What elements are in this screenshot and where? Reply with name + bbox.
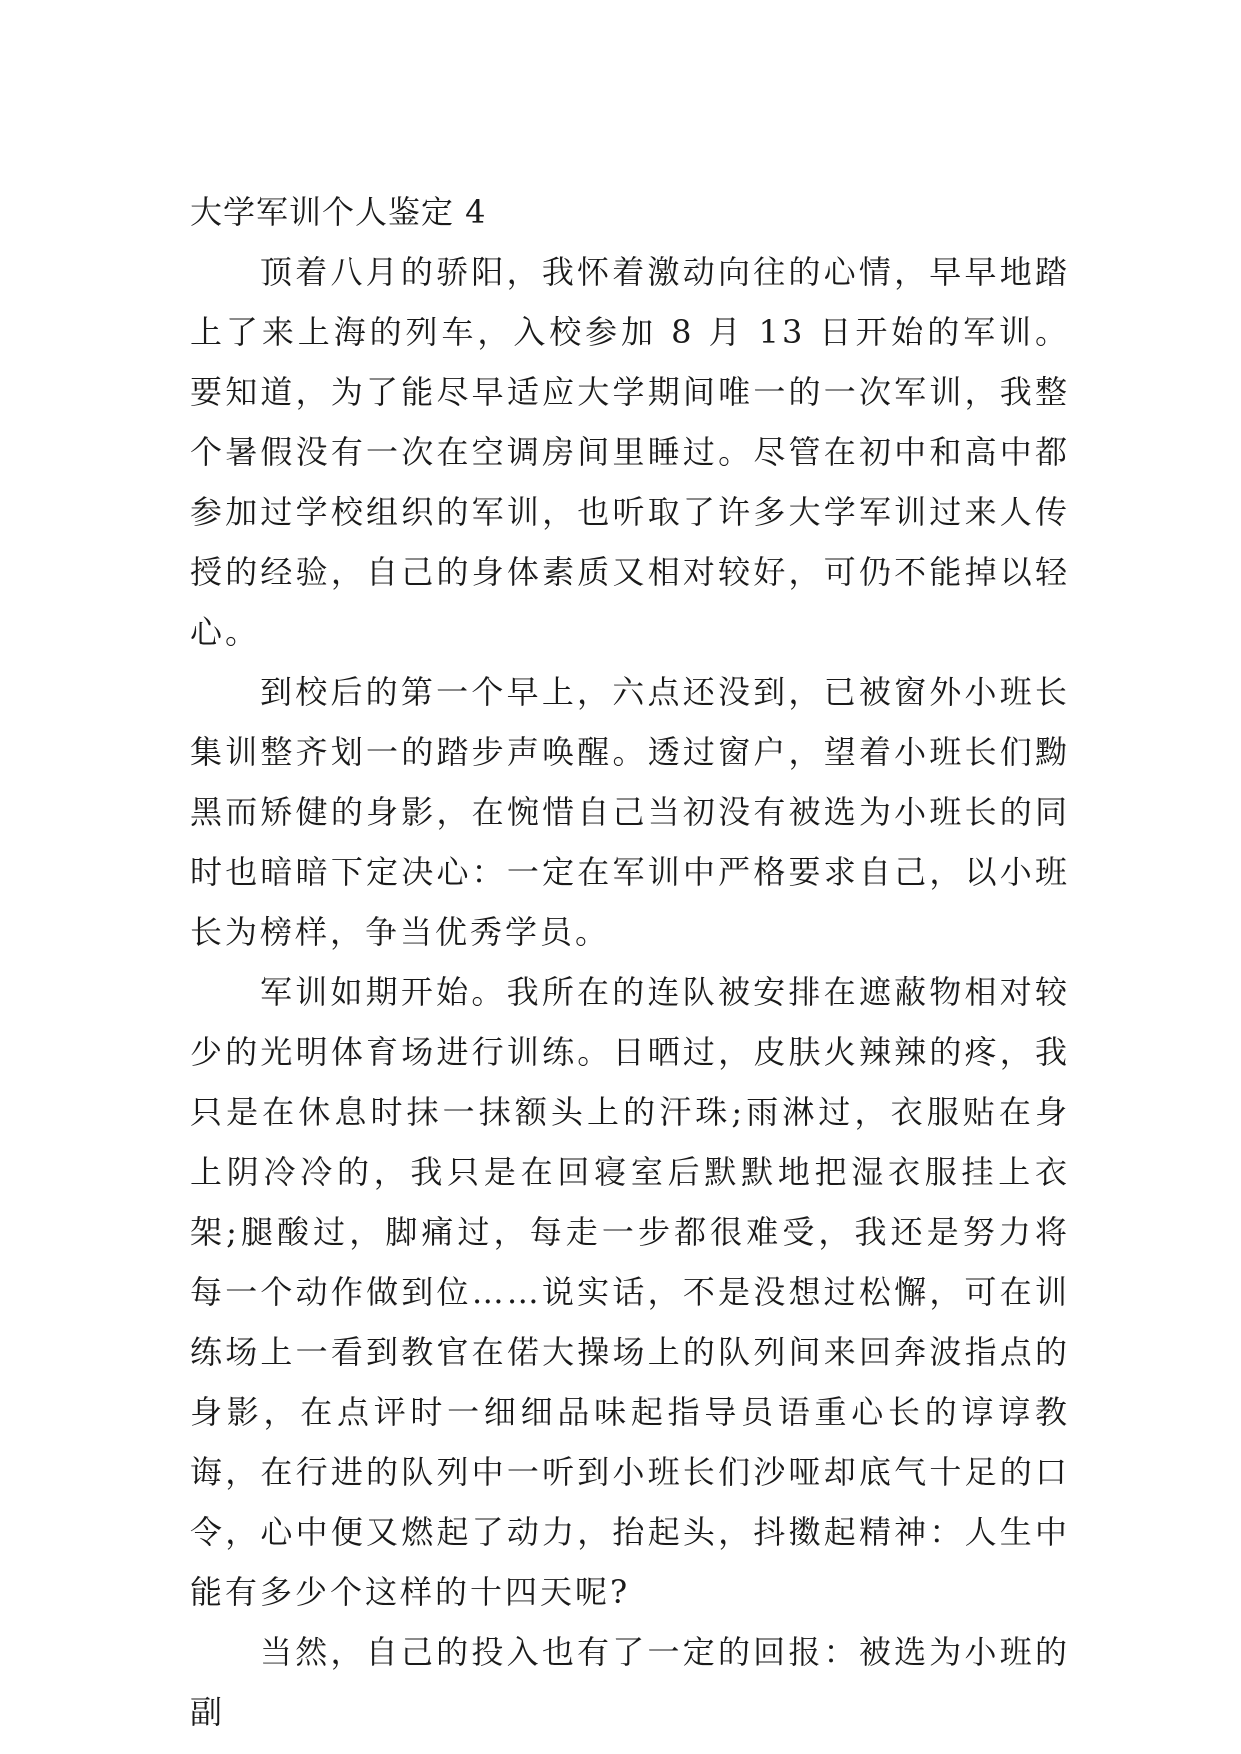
- paragraph-2: 到校后的第一个早上，六点还没到，已被窗外小班长集训整齐划一的踏步声唤醒。透过窗户，望着小班长们黝黑而矫健的身影，在惋惜自己当初没有被选为小班长的同时也暗暗下定决心：一定在军训中严格要求自己，以小班长为榜样，争当优秀学员。: [190, 673, 1070, 951]
- paragraph-1: 顶着八月的骄阳，我怀着激动向往的心情，早早地踏上了来上海的列车，入校参加 8 月 13 日开始的军训。要知道，为了能尽早适应大学期间唯一的一次军训，我整个暑假没有一次在空调房间里睡过。尽管在初中和高中都参加过学校组织的军训，也听取了许多大学军训过来人传授的经验，自己的身体素质又相对较好，可仍不能掉以轻心。: [190, 253, 1070, 651]
- paragraph-4: 当然，自己的投入也有了一定的回报：被选为小班的副: [190, 1633, 1070, 1731]
- document-title: 大学军训个人鉴定 4: [190, 193, 487, 231]
- document-body: [190, 182, 1070, 1742]
- paragraph-3: 军训如期开始。我所在的连队被安排在遮蔽物相对较少的光明体育场进行训练。日晒过，皮肤火辣辣的疼，我只是在休息时抹一抹额头上的汗珠;雨淋过，衣服贴在身上阴冷冷的，我只是在回寝室后默默地把湿衣服挂上衣架;腿酸过，脚痛过，每走一步都很难受，我还是努力将每一个动作做到位……说实话，不是没想过松懈，可在训练场上一看到教官在偌大操场上的队列间来回奔波指点的身影，在点评时一细细品味起指导员语重心长的谆谆教诲，在行进的队列中一听到小班长们沙哑却底气十足的口令，心中便又燃起了动力，抬起头，抖擞起精神：人生中能有多少个这样的十四天呢?: [190, 973, 1070, 1611]
